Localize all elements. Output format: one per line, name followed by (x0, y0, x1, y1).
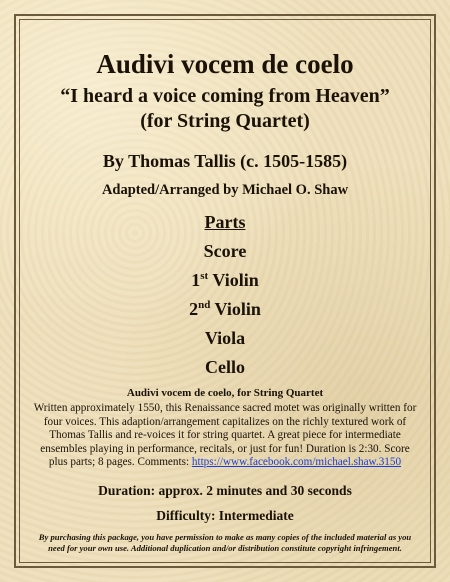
description-heading: Audivi vocem de coelo, for String Quartet (126, 387, 324, 399)
part-violin-1-suffix: st (200, 270, 209, 282)
part-cello: Cello (205, 357, 245, 377)
page-title: Audivi vocem de coelo (96, 49, 354, 79)
part-violin-1 (28, 269, 422, 291)
description-body (28, 402, 422, 470)
part-violin-2-suffix: nd (198, 299, 211, 311)
part-violin-1-name: Violin (208, 270, 259, 290)
part-violin-2 (28, 298, 422, 320)
subtitle-instrumentation: (for String Quartet) (140, 110, 310, 132)
part-violin-2-name: Violin (210, 299, 261, 319)
parts-heading: Parts (204, 212, 246, 232)
copyright-notice: By purchasing this package, you have permission to make as many copies of the included material as you need for your own use. Additional duplication and/or distribution constitute copyright infringement. (38, 531, 412, 553)
duration-line: Duration: approx. 2 minutes and 30 seconds (98, 482, 352, 498)
page-content (28, 48, 422, 554)
comments-link[interactable]: https://www.facebook.com/michael.shaw.3150 (191, 456, 402, 469)
subtitle-translation: “I heard a voice coming from Heaven” (60, 85, 390, 107)
part-violin-1-number: 1 (191, 270, 201, 290)
part-score: Score (203, 241, 247, 261)
difficulty-line: Difficulty: Intermediate (156, 507, 294, 523)
part-viola: Viola (204, 328, 246, 348)
composer-credit: By Thomas Tallis (c. 1505-1585) (102, 151, 348, 171)
arranger-credit: Adapted/Arranged by Michael O. Shaw (101, 182, 349, 198)
part-violin-2-number: 2 (189, 299, 199, 319)
description-text: Written approximately 1550, this Renaissance sacred motet was originally written for four voices. This adaption/arrangement capitalizes on the richly textured work of Thomas Tallis and re-voices it for string quartet. A great piece for intermediate ensembles playing in performance, recitals, or just for fun! Duration is 2:30. Score plus parts; 8 pages. Comments: (33, 402, 417, 469)
